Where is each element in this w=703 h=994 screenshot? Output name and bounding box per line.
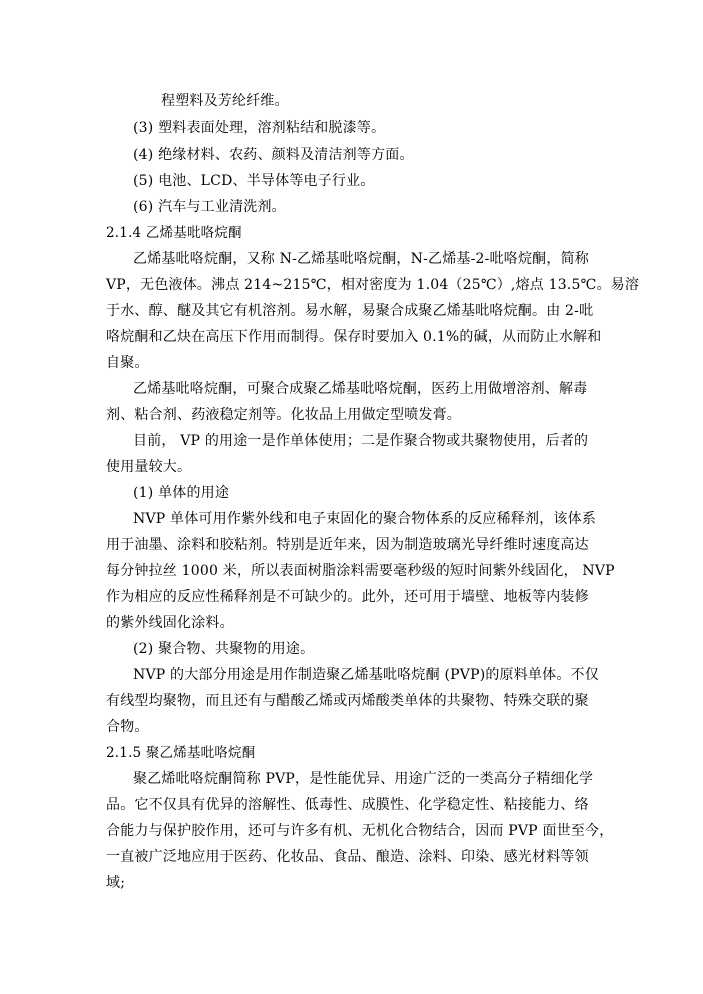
paragraph-line: 每分钟拉丝 1000 米，所以表面树脂涂料需要毫秒级的短时间紫外线固化， NVP: [106, 563, 615, 579]
paragraph-line: 乙烯基吡咯烷酮，可聚合成聚乙烯基吡咯烷酮，医药上用做增溶剂、解毒: [133, 381, 588, 397]
paragraph-line: 有线型均聚物，而且还有与醋酸乙烯或丙烯酸类单体的共聚物、特殊交联的聚: [106, 693, 589, 709]
paragraph-line: 合能力与保护胶作用，还可与许多有机、无机化合物结合，因而 PVP 面世至今，: [106, 823, 614, 839]
list-item: (4) 绝缘材料、农药、颜料及清洁剂等方面。: [133, 147, 414, 163]
paragraph-line: 合物。: [106, 719, 149, 735]
paragraph-line: VP，无色液体。沸点 214~215℃，相对密度为 1.04（25℃）,熔点 13.5℃。易溶: [106, 277, 640, 293]
paragraph-line: 聚乙烯吡咯烷酮简称 PVP，是性能优异、用途广泛的一类高分子精细化学: [133, 771, 594, 787]
section-heading: 2.1.4 乙烯基吡咯烷酮: [106, 225, 242, 241]
paragraph-line: 目前， VP 的用途一是作单体使用；二是作聚合物或共聚物使用，后者的: [133, 433, 589, 449]
paragraph-line: NVP 单体可用作紫外线和电子束固化的聚合物体系的反应稀释剂，该体系: [133, 511, 597, 527]
list-item: (6) 汽车与工业清洗剂。: [133, 199, 286, 215]
paragraph-line: 于水、醇、醚及其它有机溶剂。易水解，易聚合成聚乙烯基吡咯烷酮。由 2-吡: [106, 303, 594, 319]
paragraph-line: 作为相应的反应性稀释剂是不可缺少的。此外，还可用于墙壁、地板等内装修: [106, 589, 589, 605]
paragraph-line: 品。它不仅具有优异的溶解性、低毒性、成膜性、化学稳定性、粘接能力、络: [106, 797, 589, 813]
paragraph-line: 乙烯基吡咯烷酮，又称 N-乙烯基吡咯烷酮，N-乙烯基-2-吡咯烷酮，简称: [133, 251, 589, 267]
paragraph-line: 自聚。: [106, 355, 149, 371]
list-item: (5) 电池、LCD、半导体等电子行业。: [133, 173, 375, 189]
paragraph-line: 域;: [106, 875, 126, 891]
paragraph-line: NVP 的大部分用途是用作制造聚乙烯基吡咯烷酮 (PVP)的原料单体。不仅: [133, 667, 599, 683]
section-heading: 2.1.5 聚乙烯基吡咯烷酮: [106, 745, 256, 761]
paragraph-line: 用于油墨、涂料和胶粘剂。特别是近年来，因为制造玻璃光导纤维时速度高达: [106, 537, 589, 553]
list-item: (3) 塑料表面处理，溶剂粘结和脱漆等。: [133, 120, 386, 136]
subsection-heading: (1) 单体的用途: [133, 485, 230, 501]
paragraph-line: 一直被广泛地应用于医药、化妆品、食品、酿造、涂料、印染、感光材料等领: [106, 849, 589, 865]
paragraph-line: 剂、粘合剂、药液稳定剂等。化妆品上用做定型喷发膏。: [106, 407, 461, 423]
text-line: 程塑料及芳纶纤维。: [161, 93, 289, 109]
paragraph-line: 使用量较大。: [106, 459, 192, 475]
paragraph-line: 的紫外线固化涂料。: [106, 615, 234, 631]
subsection-heading: (2) 聚合物、共聚物的用途。: [133, 641, 315, 657]
paragraph-line: 咯烷酮和乙炔在高压下作用而制得。保存时要加入 0.1%的碱，从而防止水解和: [106, 329, 602, 345]
